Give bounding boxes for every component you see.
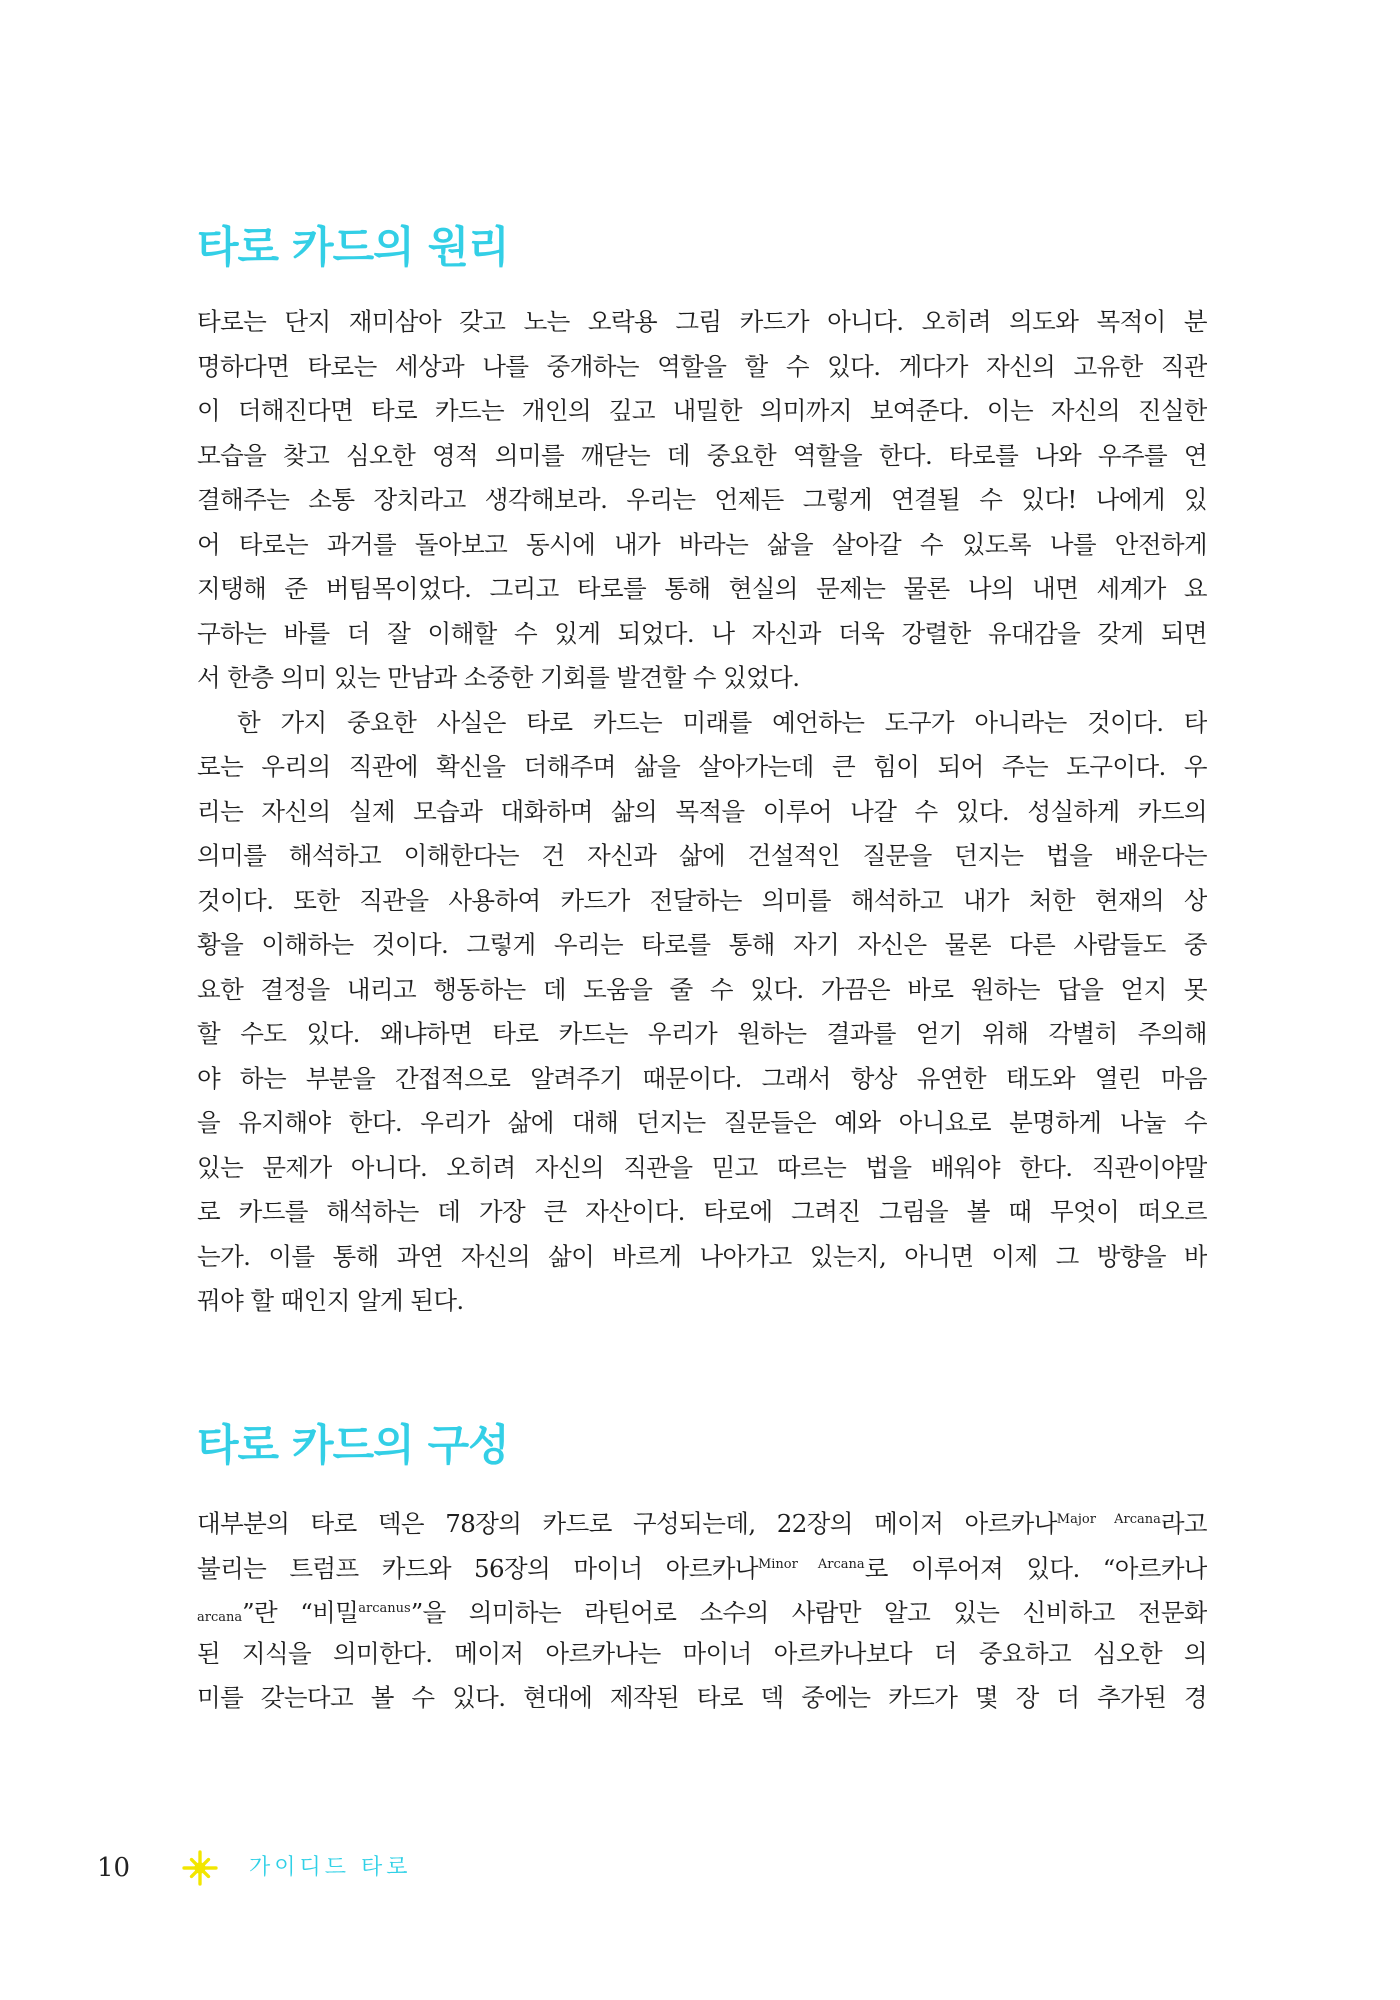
body-line: 로 카드를 해석하는 데 가장 큰 자산이다. 타로에 그려진 그림을 볼 때 무엇이 떠오르	[197, 1197, 1207, 1226]
body-line: 어 타로는 과거를 돌아보고 동시에 내가 바라는 삶을 살아갈 수 있도록 나를 안전하게	[197, 529, 1207, 559]
body-line: 할 수도 있다. 왜냐하면 타로 카드는 우리가 원하는 결과를 얻기 위해 각별히 주의해	[197, 1019, 1207, 1048]
page-number: 10	[97, 1853, 131, 1883]
body-line: 요한 결정을 내리고 행동하는 데 도움을 줄 수 있다. 가끔은 바로 원하는 답을 얻지 못	[197, 974, 1207, 1004]
body-text: 로 이루어져 있다. “아르카나	[864, 1553, 1207, 1583]
body-text: ”란 “비밀	[242, 1598, 359, 1627]
body-line: 있는 문제가 아니다. 오히려 자신의 직관을 믿고 따르는 법을 배워야 한다. 직관이야말	[197, 1152, 1207, 1182]
body-line: 것이다. 또한 직관을 사용하여 카드가 전달하는 의미를 해석하고 내가 처한 현재의 상	[197, 885, 1207, 915]
body-line: 야 하는 부분을 간접적으로 알려주기 때문이다. 그래서 항상 유연한 태도와 열린 마음	[197, 1063, 1207, 1093]
star-center	[196, 1864, 204, 1872]
body-line: 꿔야 할 때인지 알게 된다.	[197, 1286, 464, 1315]
term-annotation: arcana	[197, 1610, 243, 1625]
body-line: 로는 우리의 직관에 확신을 더해주며 삶을 살아가는데 큰 힘이 되어 주는 도구이다. 우	[197, 752, 1207, 781]
body-line: 된 지식을 의미한다. 메이저 아르카나는 마이너 아르카나보다 더 중요하고 심오한 의	[197, 1638, 1207, 1668]
book-title: 가이디드 타로	[249, 1855, 412, 1880]
star-burst-icon	[182, 1850, 218, 1886]
body-line: 리는 자신의 실제 모습과 대화하며 삶의 목적을 이루어 나갈 수 있다. 성실하게 카드의	[197, 796, 1207, 826]
body-line: 타로는 단지 재미삼아 갖고 노는 오락용 그림 카드가 아니다. 오히려 의도와 목적이 분	[197, 307, 1207, 336]
body-line: 는가. 이를 통해 과연 자신의 삶이 바르게 나아가고 있는지, 아니면 이제 그 방향을 바	[197, 1241, 1207, 1271]
body-line: 황을 이해하는 것이다. 그렇게 우리는 타로를 통해 자기 자신은 물론 다른 사람들도 중	[197, 930, 1207, 959]
section-body-principles	[197, 300, 1207, 1324]
term-annotation: Major Arcana	[1056, 1512, 1161, 1527]
body-line: 명하다면 타로는 세상과 나를 중개하는 역할을 할 수 있다. 게다가 자신의 고유한 직관	[197, 351, 1207, 381]
body-line: 이 더해진다면 타로 카드는 개인의 깊고 내밀한 의미까지 보여준다. 이는 자신의 진실한	[197, 396, 1207, 425]
body-line: 을 유지해야 한다. 우리가 삶에 대해 던지는 질문들은 예와 아니요로 분명하게 나눌 수	[197, 1108, 1207, 1137]
body-text: 대부분의 타로 덱은 78장의 카드로 구성되는데, 22장의 메이저 아르카나	[197, 1509, 1057, 1538]
body-text: 라고	[1160, 1509, 1207, 1538]
term-annotation: arcanus	[358, 1601, 411, 1616]
body-line: 의미를 해석하고 이해한다는 건 자신과 삶에 건설적인 질문을 던지는 법을 배운다는	[197, 841, 1207, 870]
body-text: ”을 의미하는 라틴어로 소수의 사람만 알고 있는 신비하고 전문화	[410, 1598, 1207, 1627]
body-line: 한 가지 중요한 사실은 타로 카드는 미래를 예언하는 도구가 아니라는 것이다. 타	[237, 707, 1207, 737]
body-line: 미를 갖는다고 볼 수 있다. 현대에 제작된 타로 덱 중에는 카드가 몇 장 더 추가된 경	[197, 1683, 1207, 1712]
body-line: 구하는 바를 더 잘 이해할 수 있게 되었다. 나 자신과 더욱 강렬한 유대감을 갖게 되면	[197, 618, 1207, 648]
section-title-principles: 타로 카드의 원리	[197, 223, 509, 273]
body-line	[197, 1498, 1207, 1543]
body-line	[197, 1543, 1207, 1588]
body-text: 불리는 트럼프 카드와 56장의 마이너 아르카나	[197, 1553, 758, 1583]
body-line: 모습을 찾고 심오한 영적 의미를 깨닫는 데 중요한 역할을 한다. 타로를 나와 우주를 연	[197, 440, 1207, 470]
body-line	[197, 1587, 1207, 1632]
term-annotation: Minor Arcana	[757, 1556, 865, 1572]
body-line: 결해주는 소통 장치라고 생각해보라. 우리는 언제든 그렇게 연결될 수 있다! 나에게 있	[197, 485, 1207, 514]
page-footer	[97, 1848, 597, 1888]
section-title-composition: 타로 카드의 구성	[197, 1421, 509, 1471]
body-line: 지탱해 준 버팀목이었다. 그리고 타로를 통해 현실의 문제는 물론 나의 내면 세계가 요	[197, 574, 1207, 603]
body-line: 서 한층 의미 있는 만남과 소중한 기회를 발견할 수 있었다.	[197, 663, 800, 692]
section-body-composition	[197, 1498, 1207, 1721]
